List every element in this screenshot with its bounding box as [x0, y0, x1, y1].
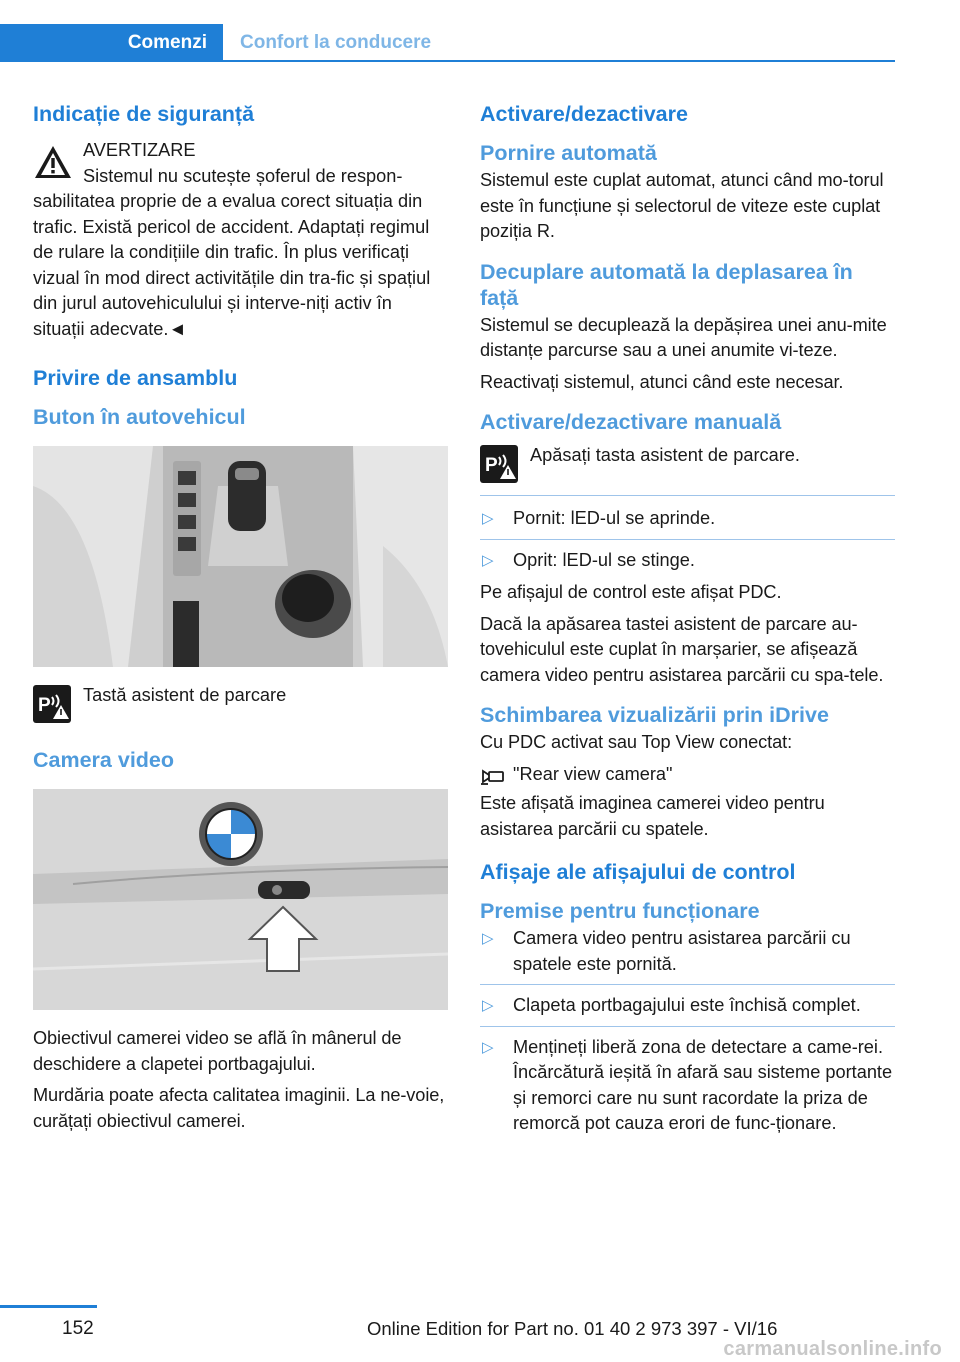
camera-heading: Camera video — [33, 748, 175, 772]
edition-text: Online Edition for Part no. 01 40 2 973 397 - VI/16 — [367, 1318, 778, 1339]
reactivate-text: Reactivați sistemul, atunci când este necesar. — [480, 371, 844, 392]
tailgate-camera-photo — [33, 789, 448, 1010]
tab-confort-la-conducere[interactable] — [223, 24, 895, 62]
tab-comenzi-label: Comenzi — [127, 32, 207, 53]
separator — [480, 1026, 895, 1027]
idrive-result: Este afișată imaginea camerei video pentru asistarea parcării cu spatele. — [480, 793, 825, 839]
center-console-photo — [33, 446, 448, 667]
parking-assistant-icon — [480, 445, 518, 483]
button-caption: Tastă asistent de parcare — [83, 685, 287, 705]
pdc-shown-text: Pe afișajul de control este afișat PDC. — [480, 582, 782, 602]
triangle-bullet-icon: ▷ — [482, 510, 494, 527]
manual-instruction-row — [480, 443, 895, 483]
tab-confort-label: Confort la conducere — [240, 32, 432, 53]
separator — [480, 984, 895, 985]
list-item: ▷ Camera video pentru asistarea parcării cu spatele este pornită. — [482, 928, 851, 974]
overview-heading: Privire de ansamblu — [33, 366, 238, 390]
list-item: ▷ Oprit: lED-ul se stinge. — [480, 548, 895, 574]
list-item: ▷ Clapeta portbagajului este închisă complet. — [480, 993, 895, 1019]
parking-assistant-icon — [33, 685, 71, 723]
camera-cleaning-text: Murdăria poate afecta calitatea imaginii. La ne‐voie, curățați obiectivul camerei. — [33, 1085, 445, 1131]
manual-instruction: Apăsați tasta asistent de parcare. — [530, 445, 800, 465]
right-column — [480, 100, 895, 1144]
list-item: ▷ Pornit: lED-ul se aprinde. — [480, 506, 895, 532]
center-console-illustration — [33, 446, 448, 667]
auto-start-text: Sistemul este cuplat automat, atunci când mo‐torul este în funcțiune și selectorul de viteze este cuplat poziția R. — [480, 170, 884, 241]
tailgate-illustration — [33, 789, 448, 1010]
warning-text: sabilitatea proprie de a evalua corect situația din trafic. Există pericol de accident. Adaptați regimul de rulare la condițiile din trafic. În plus verificați vizual în mod direct activitățile din tra‐fic și spațiul din jurul autovehiculului și interve‐niți activ în situații adecvate.◄ — [33, 191, 431, 339]
triangle-bullet-icon: ▷ — [482, 551, 494, 569]
warning-block — [33, 138, 448, 189]
separator — [480, 495, 895, 496]
auto-start-heading: Pornire automată — [480, 141, 657, 165]
tab-comenzi[interactable] — [0, 24, 223, 62]
rear-view-camera-icon — [480, 766, 506, 786]
warning-label: AVERTIZARE — [83, 140, 196, 160]
triangle-bullet-icon: ▷ — [482, 930, 494, 947]
idrive-heading: Schimbarea vizualizării prin iDrive — [480, 703, 829, 727]
svg-text:P: P — [485, 455, 498, 476]
manual-heading: Activare/dezactivare manuală — [480, 410, 782, 434]
displays-heading: Afișaje ale afișajului de control — [480, 860, 796, 884]
safety-heading: Indicație de siguranță — [33, 102, 255, 126]
warning-triangle-icon — [33, 144, 73, 180]
triangle-bullet-icon: ▷ — [482, 997, 494, 1014]
separator — [480, 539, 895, 540]
activation-heading: Activare/dezactivare — [480, 102, 688, 126]
footer-accent-line — [0, 1305, 97, 1308]
page-number: 152 — [62, 1318, 94, 1339]
auto-off-text: Sistemul se decuplează la depășirea unei anu‐mite distanțe parcurse sau a unei anumite vi‐teze. — [480, 314, 887, 360]
prereq-heading: Premise pentru funcționare — [480, 899, 760, 923]
warning-first-line: Sistemul nu scutește șoferul de respon‐ — [83, 165, 403, 186]
idrive-condition: Cu PDC activat sau Top View conectat: — [480, 732, 793, 752]
chapter-tabs — [0, 24, 895, 62]
watermark: carmanualsonline.info — [723, 1338, 942, 1360]
svg-text:P: P — [38, 695, 51, 716]
button-heading: Buton în autovehicul — [33, 405, 246, 429]
triangle-bullet-icon: ▷ — [482, 1038, 494, 1056]
auto-off-heading: Decuplare automată la deplasarea în față — [480, 259, 853, 310]
left-column — [33, 100, 448, 1140]
idrive-menu-label: "Rear view camera" — [513, 763, 673, 784]
idrive-menu-row — [480, 762, 895, 788]
button-caption-row — [33, 683, 448, 723]
camera-location-text: Obiectivul camerei video se află în mânerul de deschidere a clapetei portbagajului. — [33, 1028, 402, 1074]
reverse-text: Dacă la apăsarea tastei asistent de parcare au‐tovehiculul este cuplat în marșarier, se afișează camera video pentru asistarea parcării cu spa‐tele. — [480, 613, 884, 685]
list-item: ▷ Mențineți liberă zona de detectare a came‐rei. Încărcătură ieșită în afară sau sisteme portante și remorci care nu sunt racordate la priza de remorcă pot cauza erori de func‐ționare. — [482, 1036, 893, 1133]
